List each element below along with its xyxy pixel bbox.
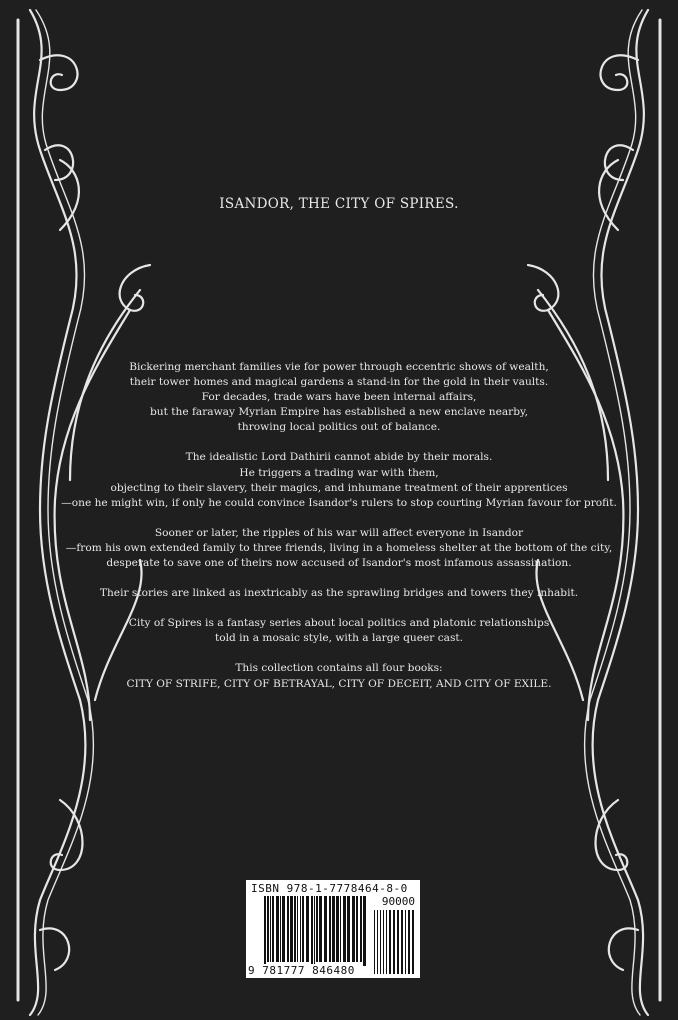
blurb-line: their tower homes and magical gardens a stand-in for the gold in their vaults. <box>129 376 549 389</box>
barcode-bar <box>306 896 309 962</box>
barcode-bar <box>302 896 304 962</box>
blurb-line: desperate to save one of theirs now accused of Isandor's most infamous assassination. <box>106 557 572 570</box>
blurb-line: This collection contains all four books: <box>235 662 443 675</box>
blurb-paragraph <box>0 526 678 571</box>
barcode-bar <box>360 896 362 962</box>
addon-bar <box>374 910 375 974</box>
barcode-bar <box>280 896 281 962</box>
barcode-bar <box>272 896 274 962</box>
blurb-paragraph <box>0 616 678 646</box>
barcode-bar <box>300 896 301 962</box>
blurb-line: City of Spires is a fantasy series about local politics and platonic relationships <box>128 617 550 630</box>
barcode-bar <box>336 896 339 962</box>
barcode-bar <box>352 896 355 962</box>
barcode-bar <box>276 896 279 962</box>
barcode-bar <box>287 896 289 962</box>
isbn-barcode <box>246 880 420 978</box>
barcode-bar <box>311 896 313 966</box>
addon-bar <box>408 910 410 974</box>
blurb-paragraph <box>0 586 678 601</box>
isbn-label: ISBN 978-1-7778464-8-0 <box>251 882 408 895</box>
addon-bar <box>380 910 381 974</box>
blurb-line: Their stories are linked as inextricably as the sprawling bridges and towers they inhabit. <box>99 587 579 600</box>
blurb-line: The idealistic Lord Dathirii cannot abide by their morals. <box>185 451 493 464</box>
addon-bar <box>401 910 403 974</box>
blurb-line: —from his own extended family to three friends, living in a homeless shelter at the bottom of the city, <box>65 541 613 554</box>
blurb-line: Bickering merchant families vie for power through eccentric shows of wealth, <box>129 361 549 373</box>
blurb-line: told in a mosaic style, with a large queer cast. <box>214 632 464 645</box>
blurb-line: but the faraway Myrian Empire has established a new enclave nearby, <box>150 406 528 419</box>
barcode-bar <box>363 896 366 966</box>
barcode-bar <box>290 896 293 962</box>
barcode-bar <box>343 896 346 962</box>
blurb-line: throwing local politics out of balance. <box>237 421 441 434</box>
blurb-line: objecting to their slavery, their magics, and inhumane treatment of their apprentices <box>110 481 568 494</box>
barcode-bar <box>264 896 266 966</box>
blurb-line: —one he might win, if only he could convince Isandor's rulers to stop courting Myrian favour for profit. <box>61 496 617 509</box>
barcode-bar <box>297 896 298 962</box>
blurb <box>0 360 678 707</box>
barcode-bar <box>294 896 296 962</box>
barcode-bar <box>324 896 327 962</box>
barcode-bar <box>270 896 271 962</box>
barcode-bar <box>356 896 358 962</box>
barcode-digits: 9 781777 846480 <box>248 964 355 977</box>
addon-bar <box>383 910 384 974</box>
barcode-bar <box>347 896 350 962</box>
barcode-bar <box>282 896 285 962</box>
addon-bar <box>412 910 414 974</box>
cover-title: ISANDOR, THE CITY OF SPIRES. <box>219 196 459 212</box>
price-addon: 90000 <box>381 895 415 908</box>
barcode-bar <box>340 896 341 962</box>
blurb-line: For decades, trade wars have been internal affairs, <box>201 391 477 404</box>
blurb-line: Sooner or later, the ripples of his war will affect everyone in Isandor <box>154 526 524 539</box>
barcode-bar <box>316 896 318 962</box>
barcode-bar <box>329 896 331 962</box>
barcode-bar <box>319 896 322 962</box>
blurb-line: CITY OF STRIFE, CITY OF BETRAYAL, CITY OF DECEIT, AND CITY OF EXILE. <box>126 677 552 690</box>
addon-bar <box>377 910 378 974</box>
blurb-paragraph <box>0 661 678 691</box>
addon-bar <box>393 910 395 974</box>
blurb-line: He triggers a trading war with them, <box>239 466 439 479</box>
addon-bar <box>405 910 406 974</box>
addon-bar <box>397 910 399 974</box>
blurb-paragraph <box>0 360 678 435</box>
barcode-bar <box>332 896 335 962</box>
addon-bar <box>386 910 387 974</box>
barcode-bar <box>267 896 269 962</box>
barcode-bar <box>314 896 315 966</box>
addon-bar <box>389 910 391 974</box>
blurb-paragraph <box>0 450 678 510</box>
